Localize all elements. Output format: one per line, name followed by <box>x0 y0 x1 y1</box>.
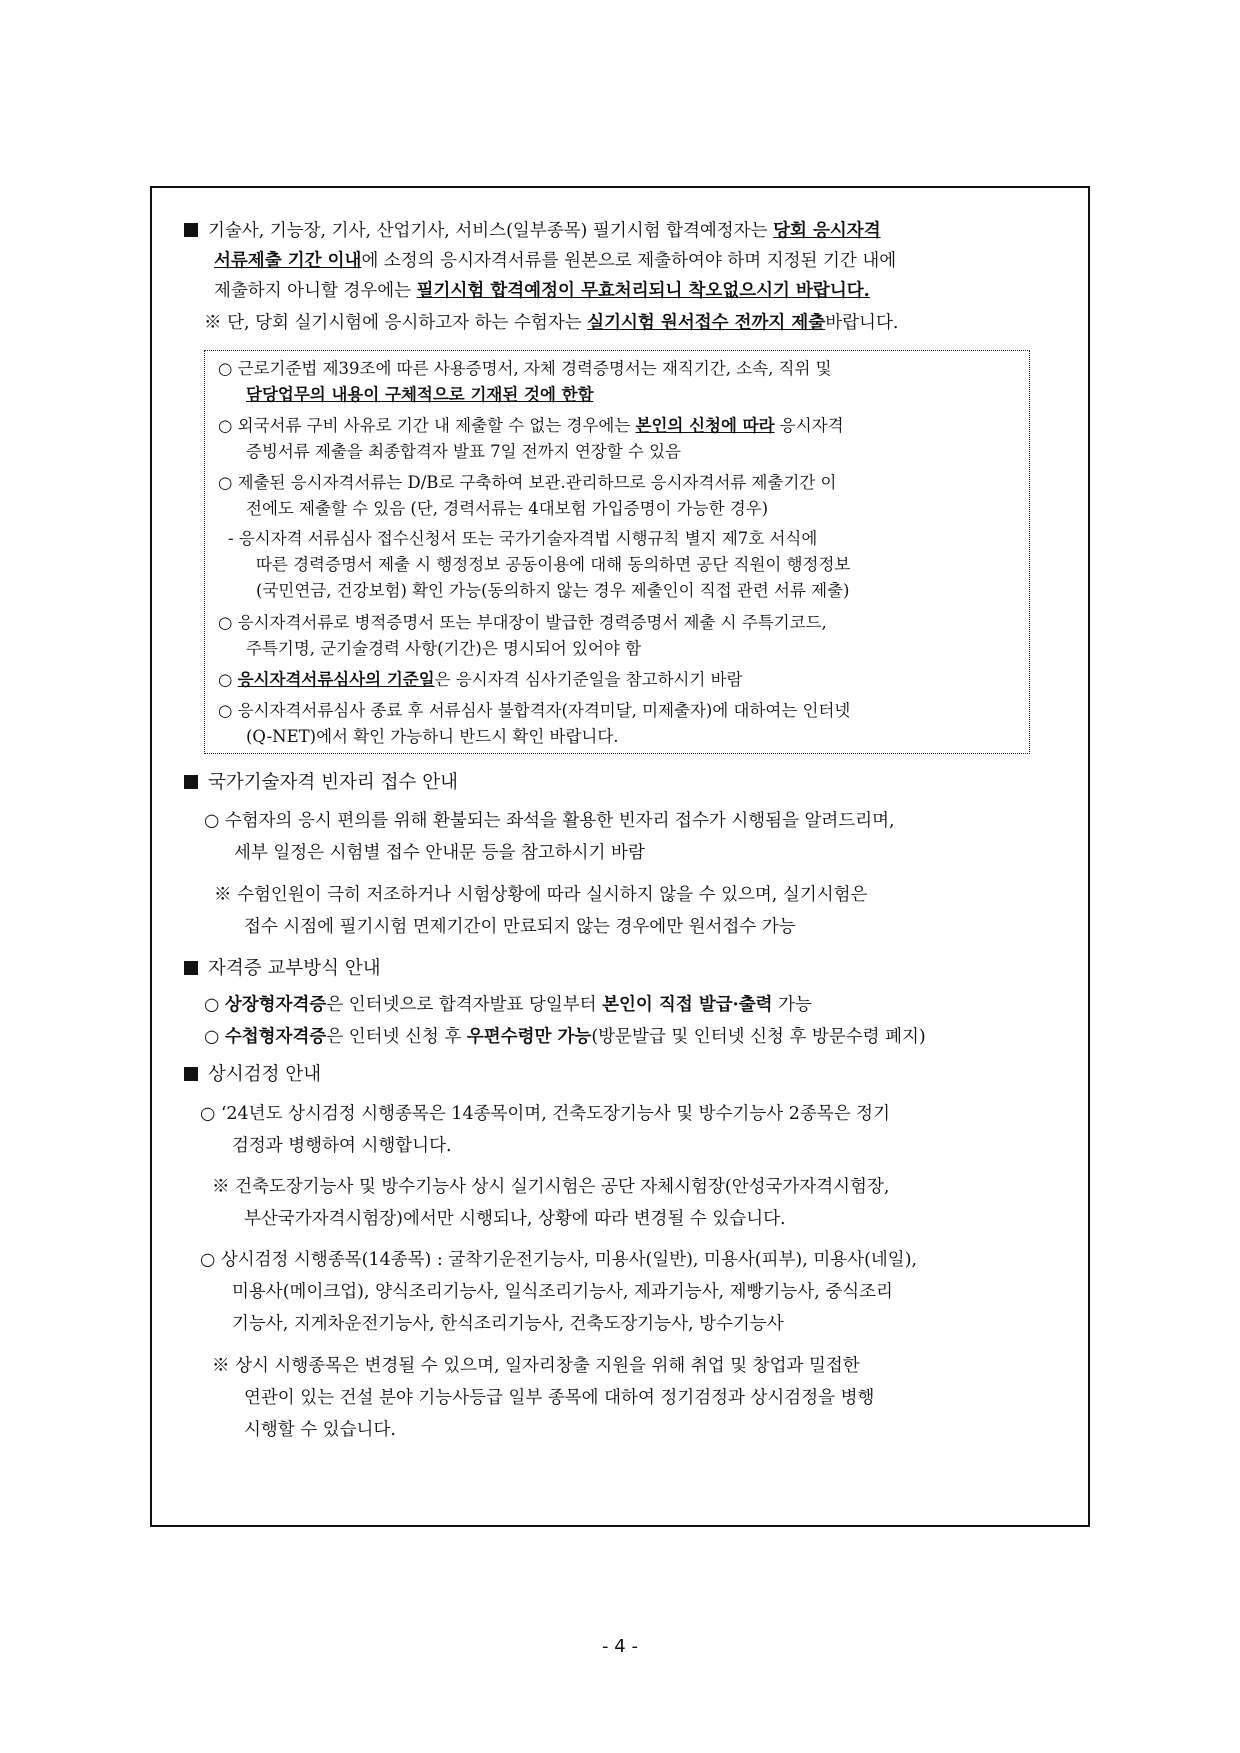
box-item-7-line-1: ○ 응시자격서류심사 종료 후 서류심사 불합격자(자격미달, 미제출자)에 대하여는 인터넷 <box>218 701 851 720</box>
sec3-line-2: ○ 수첩형자격증은 인터넷 신청 후 우편수령만 가능(방문발급 및 인터넷 신청 후 방문수령 폐지) <box>204 1027 926 1047</box>
sec2-line-1: ○ 수험자의 응시 편의를 위해 환불되는 좌석을 활용한 빈자리 접수가 시행됨을 알려드리며, <box>204 811 895 831</box>
box-item-2-line-1: ○ 외국서류 구비 사유로 기간 내 제출할 수 없는 경우에는 본인의 신청에 따라 응시자격 <box>218 416 844 435</box>
sec2-line-2: 세부 일정은 시험별 접수 안내문 등을 참고하시기 바람 <box>234 843 645 863</box>
sec1-line-1: 기술사, 기능장, 기사, 산업기사, 서비스(일부종목) 필기시험 합격예정자는 당회 응시자격 <box>184 220 881 242</box>
sec4-para-1-line-2: 검정과 병행하여 시행합니다. <box>232 1136 452 1156</box>
box-item-4-line-2: 따른 경력증명서 제출 시 행정정보 공동이용에 대해 동의하면 공단 직원이 행정정보 <box>256 555 851 574</box>
box-item-1-line-1: ○ 근로기준법 제39조에 따른 사용증명서, 자체 경력증명서는 재직기간, 소속, 직위 및 <box>218 359 832 378</box>
sec2-title: 국가기술자격 빈자리 접수 안내 <box>184 772 458 794</box>
sec4-note-2-line-2: 연관이 있는 건설 분야 기능사등급 일부 종목에 대하여 정기검정과 상시검정을 병행 <box>244 1388 875 1408</box>
sec1-line-2: 서류제출 기간 이내에 소정의 응시자격서류를 원본으로 제출하여야 하며 지정된 기간 내에 <box>214 251 897 271</box>
sec4-para-2-line-1: ○ 상시검정 시행종목(14종목) : 굴착기운전기능사, 미용사(일반), 미용사(피부), 미용사(네일), <box>200 1250 918 1270</box>
box-item-4-line-1: - 응시자격 서류심사 접수신청서 또는 국가기술자격법 시행규칙 별지 제7호 서식에 <box>228 529 818 548</box>
sec4-note-1-line-2: 부산국가자격시험장)에서만 시행되나, 상황에 따라 변경될 수 있습니다. <box>244 1209 786 1229</box>
sec4-note-2-line-3: 시행할 수 있습니다. <box>244 1420 396 1440</box>
square-bullet-icon <box>184 961 198 975</box>
box-item-4-line-3: (국민연금, 건강보험) 확인 가능(동의하지 않는 경우 제출인이 직접 관련 서류 제출) <box>256 581 850 600</box>
square-bullet-icon <box>184 775 198 789</box>
box-item-3-line-2: 전에도 제출할 수 있음 (단, 경력서류는 4대보험 가입증명이 가능한 경우) <box>246 499 769 518</box>
sec4-para-1-line-1: ○ ‘24년도 상시검정 시행종목은 14종목이며, 건축도장기능사 및 방수기능사 2종목은 정기 <box>200 1104 890 1124</box>
sec3-line-1: ○ 상장형자격증은 인터넷으로 합격자발표 당일부터 본인이 직접 발급·출력 가능 <box>204 995 812 1015</box>
sec4-para-2-line-3: 기능사, 지게차운전기능사, 한식조리기능사, 건축도장기능사, 방수기능사 <box>232 1314 784 1334</box>
square-bullet-icon <box>184 1067 198 1081</box>
box-item-6: ○ 응시자격서류심사의 기준일은 응시자격 심사기준일을 참고하시기 바람 <box>218 670 743 689</box>
sec4-title: 상시검정 안내 <box>184 1064 321 1086</box>
sec3-title: 자격증 교부방식 안내 <box>184 958 381 980</box>
box-item-3-line-1: ○ 제출된 응시자격서류는 D/B로 구축하여 보관.관리하므로 응시자격서류 제출기간 이 <box>218 473 837 492</box>
sec2-note-2: 접수 시점에 필기시험 면제기간이 만료되지 않는 경우에만 원서접수 가능 <box>244 917 796 937</box>
box-item-2-line-2: 증빙서류 제출을 최종합격자 발표 7일 전까지 연장할 수 있음 <box>246 442 681 461</box>
box-item-5-line-1: ○ 응시자격서류로 병적증명서 또는 부대장이 발급한 경력증명서 제출 시 주특기코드, <box>218 613 827 632</box>
sec4-para-2-line-2: 미용사(메이크업), 양식조리기능사, 일식조리기능사, 제과기능사, 제빵기능사, 중식조리 <box>232 1282 893 1302</box>
page-number: - 4 - <box>602 1636 638 1657</box>
sec4-note-2-line-1: ※ 상시 시행종목은 변경될 수 있으며, 일자리창출 지원을 위해 취업 및 창업과 밀접한 <box>212 1356 860 1376</box>
sec1-line-3: 제출하지 아니할 경우에는 필기시험 합격예정이 무효처리되니 착오없으시기 바랍니다. <box>214 281 870 301</box>
sec1-note: ※ 단, 당회 실기시험에 응시하고자 하는 수험자는 실기시험 원서접수 전까지 제출바랍니다. <box>204 313 899 333</box>
square-bullet-icon <box>184 223 198 237</box>
box-item-1-line-2: 담당업무의 내용이 구체적으로 기재된 것에 한함 <box>246 385 594 404</box>
box-item-7-line-2: (Q-NET)에서 확인 가능하니 반드시 확인 바랍니다. <box>246 727 619 746</box>
sec2-note-1: ※ 수험인원이 극히 저조하거나 시험상황에 따라 실시하지 않을 수 있으며, 실기시험은 <box>214 885 868 905</box>
sec4-note-1-line-1: ※ 건축도장기능사 및 방수기능사 상시 실기시험은 공단 자체시험장(안성국가자격시험장, <box>212 1177 890 1197</box>
box-item-5-line-2: 주특기명, 군기술경력 사항(기간)은 명시되어 있어야 함 <box>246 639 642 658</box>
note-box <box>204 350 1030 754</box>
